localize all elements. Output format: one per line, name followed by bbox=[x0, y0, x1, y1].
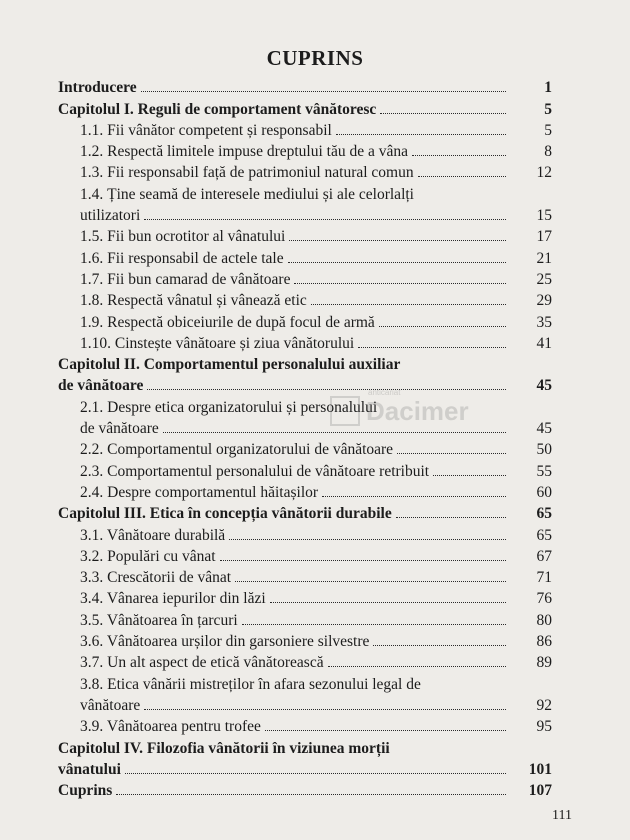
toc-entry-line bbox=[80, 608, 552, 629]
dot-leader bbox=[328, 666, 506, 667]
dot-leader bbox=[229, 539, 506, 540]
toc-entry-title: utilizatori bbox=[80, 207, 141, 225]
toc-entry-title: 3.5. Vânătoarea în țarcuri bbox=[80, 611, 238, 629]
dot-leader bbox=[412, 155, 506, 156]
toc-section-entry bbox=[58, 332, 552, 353]
toc-entry-title: 3.4. Vânarea iepurilor din lăzi bbox=[80, 590, 266, 608]
page-title: CUPRINS bbox=[266, 46, 364, 70]
dot-leader bbox=[396, 517, 506, 518]
toc-entry-line bbox=[80, 481, 552, 502]
toc-entry-title: 1.10. Cinstește vânătoare și ziua vânătorului bbox=[80, 334, 355, 352]
dot-leader bbox=[311, 304, 506, 305]
toc-section-entry bbox=[58, 246, 552, 267]
toc-page-number: 29 bbox=[536, 292, 552, 310]
dot-leader bbox=[433, 475, 506, 476]
toc-entry-line bbox=[58, 758, 552, 779]
toc-entry-line bbox=[58, 736, 552, 757]
toc-chapter-entry bbox=[58, 97, 552, 118]
toc-entry-line bbox=[80, 523, 552, 544]
toc-entry-title: 3.3. Crescătorii de vânat bbox=[80, 569, 232, 587]
toc-section-entry bbox=[58, 566, 552, 587]
toc-entry-line bbox=[80, 694, 552, 715]
dot-leader bbox=[144, 709, 506, 710]
toc-entry-line bbox=[80, 289, 552, 310]
toc-entry-line bbox=[80, 417, 552, 438]
toc-section-entry bbox=[58, 289, 552, 310]
dot-leader bbox=[288, 262, 506, 263]
dot-leader bbox=[336, 134, 506, 135]
toc-entry-line bbox=[80, 587, 552, 608]
dot-leader bbox=[220, 560, 506, 561]
toc-entry-line bbox=[80, 119, 552, 140]
toc-page-number: 95 bbox=[536, 718, 552, 736]
toc-page-number: 1 bbox=[544, 79, 552, 97]
toc-page-number: 50 bbox=[536, 441, 552, 459]
toc-section-entry bbox=[58, 438, 552, 459]
toc-section-entry bbox=[58, 140, 552, 161]
toc-entry-title: Introducere bbox=[58, 79, 137, 97]
toc-entry-title: Capitolul IV. Filozofia vânătorii în viziunea morții bbox=[58, 739, 390, 757]
toc-page-number: 60 bbox=[536, 483, 552, 501]
toc-entry-title: 2.2. Comportamentul organizatorului de vânătoare bbox=[80, 441, 394, 459]
watermark-box-icon bbox=[330, 396, 360, 426]
dot-leader bbox=[380, 113, 506, 114]
dot-leader bbox=[141, 91, 506, 92]
watermark-big-text: Dacimer bbox=[366, 396, 469, 426]
watermark-logo bbox=[330, 388, 480, 438]
toc-entry-line bbox=[80, 332, 552, 353]
toc-section-entry bbox=[58, 545, 552, 566]
toc-section-entry bbox=[58, 119, 552, 140]
toc-entry-title: 3.8. Etica vânării mistreților în afara sezonului legal de bbox=[80, 675, 421, 693]
toc-page-number: 101 bbox=[528, 760, 552, 778]
toc-entry-title: vânatului bbox=[58, 760, 121, 778]
toc-entry-title: 1.9. Respectă obiceiurile de după focul de armă bbox=[80, 313, 375, 331]
toc-section-entry bbox=[58, 459, 552, 480]
toc-entry-title: 2.3. Comportamentul personalului de vânătoare retribuit bbox=[80, 462, 430, 480]
toc-page-number: 25 bbox=[536, 270, 552, 288]
toc-entry-line bbox=[80, 672, 552, 693]
table-of-contents bbox=[58, 76, 552, 800]
dot-leader bbox=[270, 602, 506, 603]
toc-entry-line bbox=[80, 545, 552, 566]
toc-entry-title: 3.7. Un alt aspect de etică vânătorească bbox=[80, 654, 324, 672]
toc-page-number: 65 bbox=[536, 526, 552, 544]
toc-entry-title: 3.9. Vânătoarea pentru trofee bbox=[80, 718, 261, 736]
toc-entry-line bbox=[58, 779, 552, 800]
toc-entry-title: 3.2. Populări cu vânat bbox=[80, 547, 216, 565]
toc-page-number: 5 bbox=[544, 100, 552, 118]
toc-entry-title: 2.4. Despre comportamentul hăitașilor bbox=[80, 483, 319, 501]
toc-page-number: 17 bbox=[536, 228, 552, 246]
dot-leader bbox=[116, 794, 506, 795]
toc-entry-line bbox=[80, 630, 552, 651]
toc-entry-line bbox=[80, 651, 552, 672]
dot-leader bbox=[358, 347, 506, 348]
toc-page-number: 21 bbox=[536, 249, 552, 267]
toc-chapter-entry bbox=[58, 502, 552, 523]
toc-entry-title: Capitolul III. Etica în concepția vânătorii durabile bbox=[58, 505, 392, 523]
watermark-small-text: anticariat bbox=[368, 388, 401, 397]
toc-chapter-entry bbox=[58, 76, 552, 97]
toc-entry-line bbox=[80, 204, 552, 225]
toc-entry-line bbox=[80, 140, 552, 161]
toc-section-entry bbox=[58, 651, 552, 672]
dot-leader bbox=[242, 624, 506, 625]
toc-entry-title: Capitolul II. Comportamentul personalului auxiliar bbox=[58, 356, 401, 374]
toc-page-number: 80 bbox=[536, 611, 552, 629]
toc-section-entry bbox=[58, 587, 552, 608]
toc-entry-line bbox=[80, 246, 552, 267]
toc-section-entry bbox=[58, 161, 552, 182]
toc-page-number: 45 bbox=[536, 420, 552, 438]
toc-entry-line bbox=[80, 715, 552, 736]
toc-entry-line bbox=[80, 395, 552, 416]
toc-entry-title: 2.1. Despre etica organizatorului și personalului bbox=[80, 398, 378, 416]
toc-section-entry bbox=[58, 182, 552, 225]
toc-page-number: 35 bbox=[536, 313, 552, 331]
toc-chapter-entry bbox=[58, 736, 552, 779]
dot-leader bbox=[294, 283, 506, 284]
dot-leader bbox=[144, 219, 506, 220]
toc-entry-title: 3.1. Vânătoare durabilă bbox=[80, 526, 226, 544]
toc-page-number: 5 bbox=[544, 121, 552, 139]
toc-page-number: 71 bbox=[536, 569, 552, 587]
dot-leader bbox=[379, 326, 506, 327]
toc-entry-line bbox=[80, 310, 552, 331]
toc-page-number: 45 bbox=[536, 377, 552, 395]
toc-entry-title: 1.4. Ține seamă de interesele mediului și ale celorlalți bbox=[80, 185, 414, 203]
toc-page-number: 89 bbox=[536, 654, 552, 672]
toc-section-entry bbox=[58, 481, 552, 502]
toc-entry-line bbox=[80, 225, 552, 246]
toc-entry-title: 1.6. Fii responsabil de actele tale bbox=[80, 249, 284, 267]
toc-section-entry bbox=[58, 268, 552, 289]
toc-entry-line bbox=[80, 268, 552, 289]
toc-entry-title: de vânătoare bbox=[80, 420, 159, 438]
toc-entry-line bbox=[58, 76, 552, 97]
toc-entry-title: 1.2. Respectă limitele impuse dreptului tău de a vâna bbox=[80, 143, 408, 161]
toc-section-entry bbox=[58, 523, 552, 544]
toc-section-entry bbox=[58, 225, 552, 246]
toc-entry-line bbox=[58, 353, 552, 374]
toc-page-number: 65 bbox=[536, 505, 552, 523]
toc-page-number: 41 bbox=[536, 334, 552, 352]
page-number: 111 bbox=[552, 808, 572, 823]
toc-section-entry bbox=[58, 608, 552, 629]
toc-entry-title: 1.8. Respectă vânatul și vânează etic bbox=[80, 292, 307, 310]
toc-entry-title: vânătoare bbox=[80, 696, 141, 714]
toc-page-number: 12 bbox=[536, 164, 552, 182]
toc-entry-title: Capitolul I. Reguli de comportament vânătoresc bbox=[58, 100, 377, 118]
toc-page-number: 55 bbox=[536, 462, 552, 480]
toc-entry-title: de vânătoare bbox=[58, 377, 144, 395]
dot-leader bbox=[322, 496, 506, 497]
dot-leader bbox=[235, 581, 506, 582]
toc-page-number: 15 bbox=[536, 207, 552, 225]
toc-entry-line bbox=[80, 161, 552, 182]
dot-leader bbox=[418, 176, 506, 177]
toc-entry-line bbox=[58, 97, 552, 118]
toc-section-entry bbox=[58, 715, 552, 736]
toc-entry-line bbox=[80, 182, 552, 203]
toc-entry-line bbox=[58, 502, 552, 523]
toc-entry-title: 1.5. Fii bun ocrotitor al vânatului bbox=[80, 228, 286, 246]
toc-page-number: 92 bbox=[536, 696, 552, 714]
toc-entry-line bbox=[80, 438, 552, 459]
dot-leader bbox=[373, 645, 506, 646]
toc-page-number: 8 bbox=[544, 143, 552, 161]
toc-page-number: 76 bbox=[536, 590, 552, 608]
toc-page-number: 107 bbox=[528, 782, 552, 800]
toc-entry-title: Cuprins bbox=[58, 782, 113, 800]
dot-leader bbox=[289, 240, 506, 241]
toc-entry-title: 3.6. Vânătoarea urșilor din garsoniere silvestre bbox=[80, 633, 370, 651]
dot-leader bbox=[265, 730, 506, 731]
toc-section-entry bbox=[58, 672, 552, 715]
dot-leader bbox=[397, 453, 506, 454]
toc-entry-title: 1.7. Fii bun camarad de vânătoare bbox=[80, 270, 291, 288]
toc-entry-line bbox=[80, 459, 552, 480]
toc-section-entry bbox=[58, 310, 552, 331]
dot-leader bbox=[125, 773, 506, 774]
toc-section-entry bbox=[58, 630, 552, 651]
toc-chapter-entry bbox=[58, 779, 552, 800]
toc-page-number: 86 bbox=[536, 633, 552, 651]
toc-entry-title: 1.3. Fii responsabil față de patrimoniul natural comun bbox=[80, 164, 414, 182]
toc-page-number: 67 bbox=[536, 547, 552, 565]
toc-entry-line bbox=[80, 566, 552, 587]
toc-entry-title: 1.1. Fii vânător competent și responsabil bbox=[80, 121, 332, 139]
